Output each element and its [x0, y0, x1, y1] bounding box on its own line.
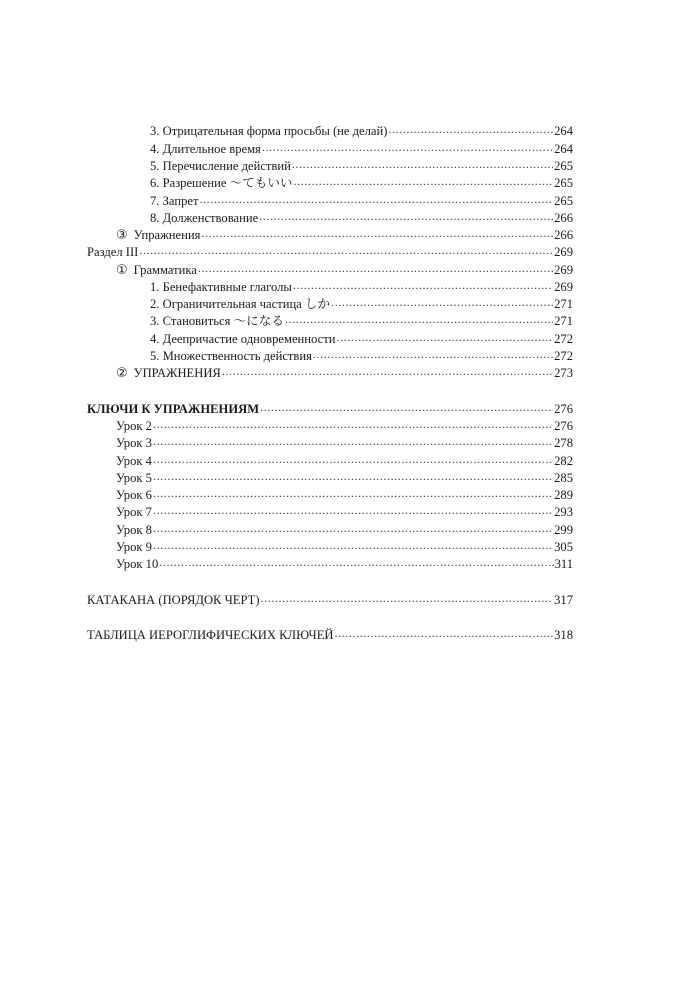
circled-number-2: ②: [116, 366, 128, 381]
entry-title: 8. Долженствование: [150, 211, 259, 225]
entry-title: Урок 9: [116, 540, 152, 554]
toc-entry: [116, 453, 573, 470]
page-number: 278: [554, 436, 573, 450]
page-number: 276: [554, 402, 573, 416]
page-number: 317: [554, 593, 573, 607]
page-number: 271: [554, 314, 573, 328]
toc-entry: [150, 123, 573, 140]
toc-entry: [150, 313, 573, 330]
dot-leader: [159, 556, 553, 568]
section-title: КЛЮЧИ К УПРАЖНЕНИЯМ: [87, 402, 260, 416]
toc-entry: [150, 279, 573, 296]
entry-title: Урок 3: [116, 436, 152, 450]
entry-title: 5. Перечисление действий: [150, 159, 291, 173]
page-number: 269: [554, 245, 573, 259]
entry-title: 7. Запрет: [150, 194, 199, 208]
dot-leader: [285, 313, 553, 325]
toc-entry: [150, 296, 573, 313]
dot-leader: [153, 487, 553, 499]
dot-leader: [259, 210, 553, 222]
entry-title: 3. Отрицательная форма просьбы (не делай): [150, 124, 388, 138]
toc-entry: [150, 210, 573, 227]
dot-leader: [153, 504, 553, 516]
entry-title: 3. Становиться 〜になる: [150, 314, 284, 328]
page-number: 282: [554, 454, 573, 468]
page-number: 305: [554, 540, 573, 554]
dot-leader: [199, 193, 553, 205]
toc-entry: [116, 504, 573, 521]
dot-leader: [261, 592, 554, 604]
page-number: 265: [554, 159, 573, 173]
page-number: 272: [554, 332, 573, 346]
page-number: 276: [554, 419, 573, 433]
toc-entry: [116, 487, 573, 504]
toc-entry: [150, 348, 573, 365]
page-number: 264: [554, 124, 573, 138]
dot-leader: [153, 539, 553, 551]
page-number: 273: [554, 366, 573, 380]
section-title: ТАБЛИЦА ИЕРОГЛИФИЧЕСКИХ КЛЮЧЕЙ: [87, 628, 334, 642]
toc-entry-section: [87, 627, 573, 644]
dot-leader: [198, 262, 553, 274]
toc-entry: [150, 193, 573, 210]
entry-title: Урок 10: [116, 557, 159, 571]
dot-leader: [201, 227, 553, 239]
page-number: 271: [554, 297, 573, 311]
toc-entry: [150, 158, 573, 175]
toc-entry: [116, 418, 573, 435]
toc-entry: [116, 227, 573, 244]
dot-leader: [139, 244, 553, 256]
page-number: 318: [554, 628, 573, 642]
page-number: 299: [554, 523, 573, 537]
toc-entry-section: [87, 592, 573, 609]
page-number: 266: [554, 228, 573, 242]
toc-entry: [150, 141, 573, 158]
toc-entry: [87, 244, 573, 261]
entry-title: УПРАЖНЕНИЯ: [133, 366, 221, 380]
page-number: 264: [554, 142, 573, 156]
entry-title: Урок 5: [116, 471, 152, 485]
toc-entry: [116, 556, 573, 573]
entry-title: 1. Бенефактивные глаголы: [150, 280, 292, 294]
dot-leader: [153, 418, 553, 430]
dot-leader: [260, 401, 553, 413]
dot-leader: [313, 348, 553, 360]
dot-leader: [293, 279, 553, 291]
page-number: 285: [554, 471, 573, 485]
toc-entry: [116, 539, 573, 556]
entry-title: Урок 2: [116, 419, 152, 433]
page-number: 272: [554, 349, 573, 363]
dot-leader: [153, 453, 553, 465]
entry-title: Раздел III: [87, 245, 139, 259]
entry-title: Упражнения: [133, 228, 201, 242]
entry-title: 2. Ограничительная частица しか: [150, 297, 331, 311]
entry-title: Урок 8: [116, 523, 152, 537]
dot-leader: [335, 627, 554, 639]
toc-entry-section: [87, 401, 573, 418]
toc-entry: [150, 175, 573, 192]
page-number: 289: [554, 488, 573, 502]
dot-leader: [262, 141, 553, 153]
toc-entry: [116, 435, 573, 452]
page-number: 269: [554, 280, 573, 294]
dot-leader: [336, 331, 553, 343]
page-number: 266: [554, 211, 573, 225]
entry-title: 4. Деепричастие одновременности: [150, 332, 336, 346]
toc-entry: [116, 262, 573, 279]
entry-title: 5. Множественность действия: [150, 349, 312, 363]
section-title: КАТАКАНА (ПОРЯДОК ЧЕРТ): [87, 593, 260, 607]
circled-number-3: ③: [116, 228, 128, 243]
dot-leader: [388, 123, 553, 135]
page-number: 265: [554, 194, 573, 208]
page-number: 269: [554, 263, 573, 277]
page-number: 311: [554, 557, 573, 571]
dot-leader: [153, 522, 553, 534]
dot-leader: [331, 296, 553, 308]
page-number: 293: [554, 505, 573, 519]
page-number: 265: [554, 176, 573, 190]
toc-entry: [150, 331, 573, 348]
dot-leader: [153, 435, 553, 447]
entry-title: 4. Длительное время: [150, 142, 261, 156]
toc-entry: [116, 522, 573, 539]
toc-entry: [116, 365, 573, 382]
entry-title: 6. Разрешение 〜てもいい: [150, 176, 293, 190]
circled-number-1: ①: [116, 263, 128, 278]
entry-title: Урок 6: [116, 488, 152, 502]
entry-title: Грамматика: [133, 263, 197, 277]
entry-title: Урок 4: [116, 454, 152, 468]
entry-title: Урок 7: [116, 505, 152, 519]
dot-leader: [153, 470, 553, 482]
dot-leader: [292, 158, 553, 170]
dot-leader: [294, 175, 554, 187]
toc-entry: [116, 470, 573, 487]
dot-leader: [222, 365, 553, 377]
